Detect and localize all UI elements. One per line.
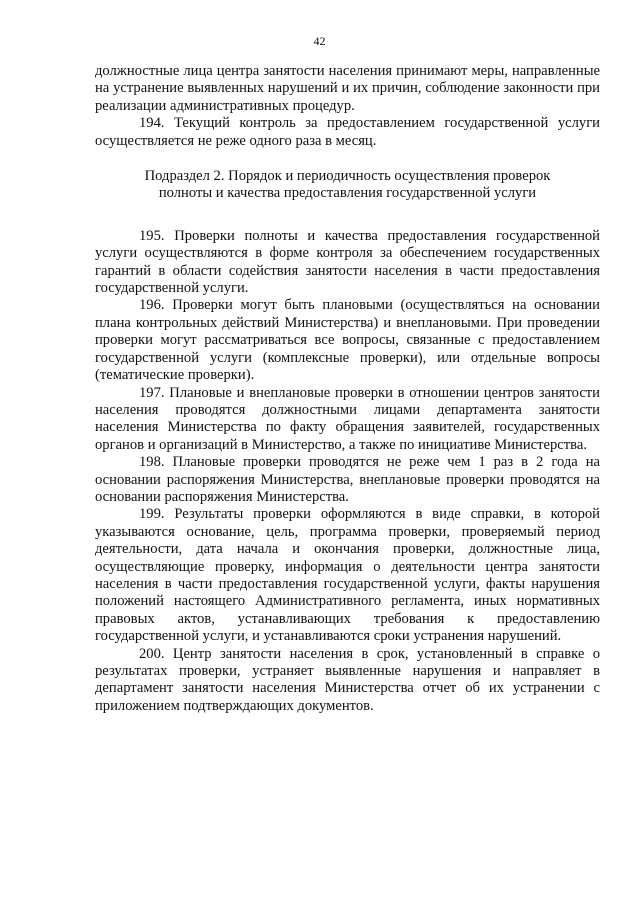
subsection-heading-line-2: полноты и качества предоставления государственной услуги (158, 185, 537, 202)
paragraph-200: 200. Центр занятости населения в срок, установленный в справке о результатах проверки, устраняет выявленные нарушения и направляет в департамент занятости населения Министерства отчет об их устранении с приложением подтверждающих документов. (95, 645, 600, 714)
document-body (95, 63, 600, 715)
paragraph-196: 196. Проверки могут быть плановыми (осуществляться на основании плана контрольных действий Министерства) и внеплановыми. При проведении проверки могут рассматриваться все вопросы, связанные с предоставлением государственной услуги (комплексные проверки), или отдельные вопросы (тематические проверки). (95, 297, 600, 384)
paragraph-195: 195. Проверки полноты и качества предоставления государственной услуги осуществляются в форме контроля за обеспечением государственных гарантий в области содействия занятости населения в части предоставления государственной услуги. (95, 227, 600, 297)
paragraph-199: 199. Результаты проверки оформляются в виде справки, в которой указываются основание, цель, программа проверки, проверяемый период деятельности, дата начала и окончания проверки, должностные лица, осуществляющие проверку, информация о деятельности центра занятости населения в части предоставления государственной услуги, факты нарушения положений настоящего Административного регламента, иных нормативных правовых актов, устанавливающих требования к предоставлению государственной услуги, и устанавливаются сроки устранения нарушений. (95, 506, 600, 645)
paragraph-198: 198. Плановые проверки проводятся не реже чем 1 раз в 2 года на основании распоряжения Министерства, внеплановые проверки проводятся на основании распоряжения Министерства. (95, 454, 600, 505)
paragraph-continuation: должностные лица центра занятости населения принимают меры, направленные на устранение выявленных нарушений и их причин, соблюдение законности при реализации административных процедур. (95, 63, 600, 114)
subsection-heading-line-1: Подраздел 2. Порядок и периодичность осуществления проверок (144, 168, 551, 185)
paragraph-194: 194. Текущий контроль за предоставлением государственной услуги осуществляется не реже одного раза в месяц. (95, 115, 600, 149)
paragraph-197: 197. Плановые и внеплановые проверки в отношении центров занятости населения проводятся должностными лицами департамента занятости населения Министерства по факту обращения заявителей, государственных органов и организаций в Министерство, а также по инициативе Министерства. (95, 384, 600, 453)
subsection-heading (95, 168, 600, 203)
page-number: 42 (313, 34, 326, 48)
